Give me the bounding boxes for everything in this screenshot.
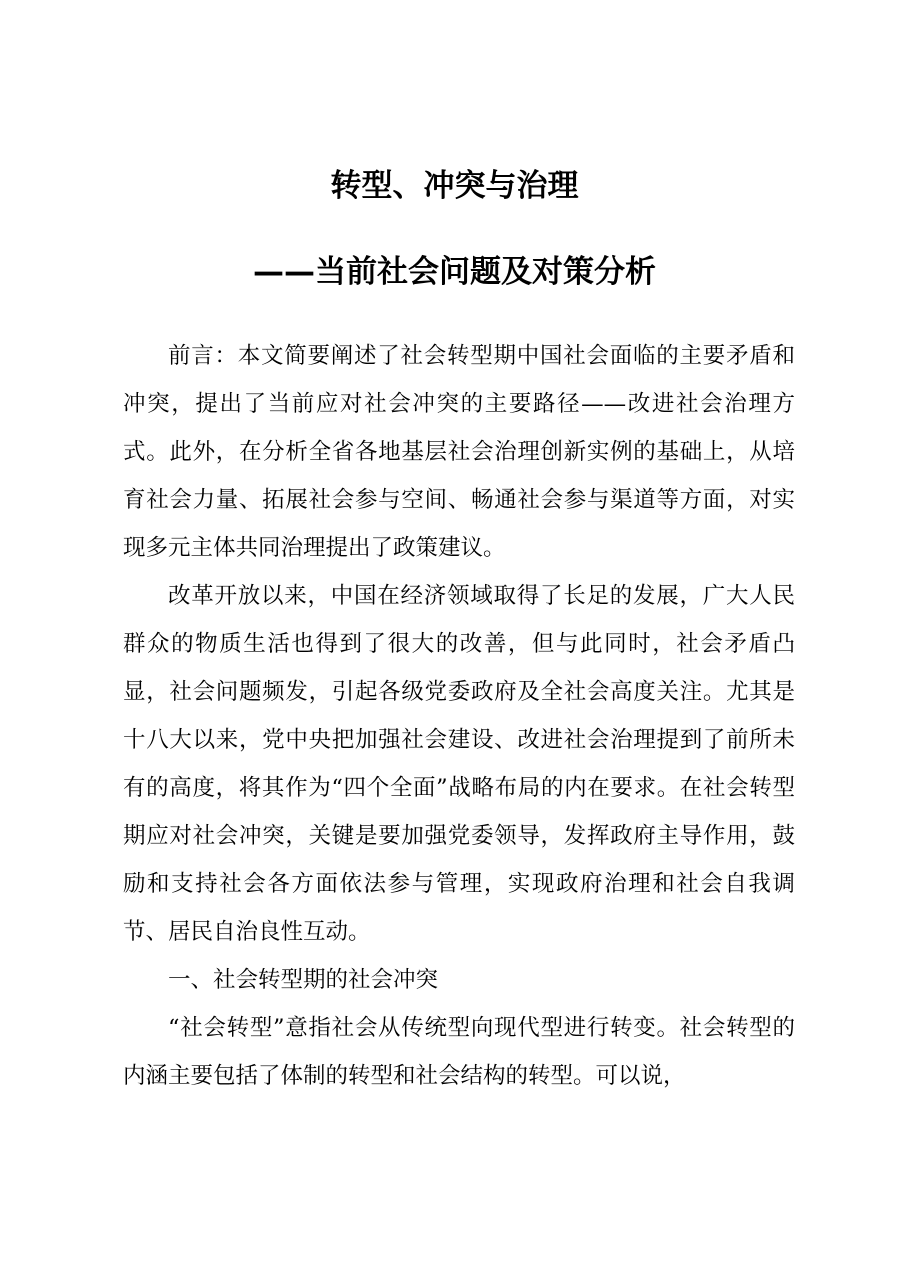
document-subtitle: ——当前社会问题及对策分析	[253, 254, 656, 290]
paragraph-intro: 改革开放以来，中国在经济领域取得了长足的发展，广大人民群众的物质生活也得到了很大的改善，但与此同时，社会矛盾凸显，社会问题频发，引起各级党委政府及全社会高度关注。尤其是十八大以来，党中央把加强社会建设、改进社会治理提到了前所未有的高度，将其作为“四个全面”战略布局的内在要求。在社会转型期应对社会冲突，关键是要加强党委领导，发挥政府主导作用，鼓励和支持社会各方面依法参与管理，实现政府治理和社会自我调节、居民自治良性互动。	[123, 583, 795, 945]
paragraph-section-1: “社会转型”意指社会从传统型向现代型进行转变。社会转型的内涵主要包括了体制的转型和社会结构的转型。可以说，	[123, 1015, 795, 1089]
document-body	[123, 332, 795, 1100]
document-title: 转型、冲突与治理	[330, 168, 579, 204]
paragraph-preface: 前言：本文简要阐述了社会转型期中国社会面临的主要矛盾和冲突，提出了当前应对社会冲突的主要路径——改进社会治理方式。此外，在分析全省各地基层社会治理创新实例的基础上，从培育社会力量、拓展社会参与空间、畅通社会参与渠道等方面，对实现多元主体共同治理提出了政策建议。	[123, 343, 795, 561]
section-heading-1: 一、社会转型期的社会冲突	[168, 967, 439, 993]
